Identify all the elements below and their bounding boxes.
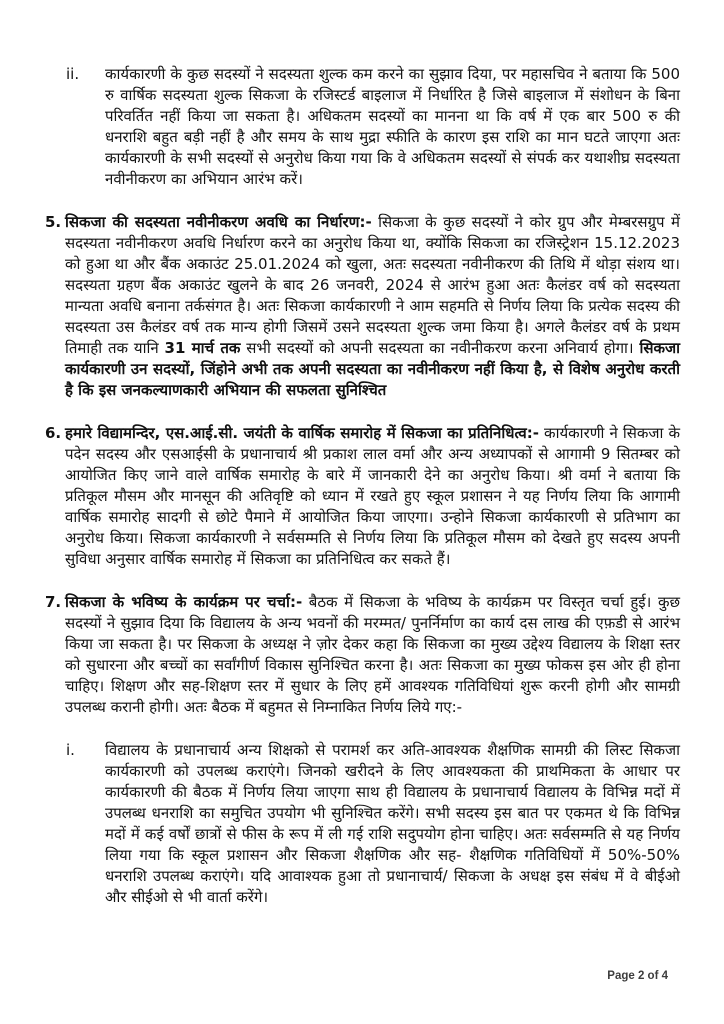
list-item-i — [45, 740, 680, 908]
list-item-text: सिकजा के भविष्य के कार्यक्रम पर चर्चा:- बैठक में सिकजा के भविष्य के कार्यक्रम पर विस्तृत चर्चा हुई। कुछ सदस्यों ने सुझाव दिया कि विद्यालय के अन्य भवनों की मरम्मत/ पुनर्निर्माण का कार्य दस लाख की एफ़डी से आरंभ किया जा सकता है। पर सिकजा के अध्यक्ष ने ज़ोर देकर कहा कि सिकजा का मुख्य उद्देश्य विद्यालय के शिक्षा स्तर को सुधारना और बच्चों का सर्वांगीर्ण विकास सुनिश्चित करना है। अतः सिकजा का मुख्य फोकस इस ओर ही होना चाहिए। शिक्षण और सह-शिक्षण स्तर में सुधार के लिए हमें आवश्यक गतिविधियां शुरू करनी होगी और सामग्री उपलब्ध करानी होगी। अतः बैठक में बहुमत से निम्नाकित निर्णय लिये गए:- — [65, 593, 681, 716]
list-item-text: हमारे विद्यामन्दिर, एस.आई.सी. जयंती के वार्षिक समारोह में सिकजा का प्रतिनिधित्व:- कार्यकारणी ने सिकजा के पदेन सदस्य और एसआईसी के प्रधानाचार्य श्री प्रकाश लाल वर्मा और अन्य अध्यापकों से आगामी 9 सितम्बर को आयोजित किए जाने वाले वार्षिक समारोह के बारे में जानकारी देने का अनुरोध किया। श्री वर्मा ने बताया कि प्रतिकूल मौसम और मानसून की अतिवृष्टि को ध्यान में रखते हुए स्कूल प्रशासन ने यह निर्णय लिया कि आगामी वार्षिक समारोह सादगी से छोटे पैमाने में आयोजित किया जाएगा। उन्होने सिकजा कार्यकारणी से प्रतिभाग का अनुरोध किया। सिकजा कार्यकारणी ने सर्वसम्मति से निर्णय लिया कि प्रतिकूल मौसम को देखते हुए सदस्य अपनी सुविधा अनुसार वार्षिक समारोह में सिकजा का प्रतिनिधित्व कर सकते हैं। — [65, 424, 681, 568]
list-item-marker: ii. — [66, 65, 80, 83]
page-number: Page 2 of 4 — [607, 970, 668, 982]
list-item-ii — [45, 64, 680, 190]
list-item-text: कार्यकारणी के कुछ सदस्यों ने सदस्यता शुल्क कम करने का सुझाव दिया, पर महासचिव ने बताया कि 500 रु वार्षिक सदस्यता शुल्क सिकजा के रजिस्टर्ड बाइलाज में निर्धारित है जिसे बाइलाज में संशोधन के बिना परिवर्तित नहीं किया जा सकता है। अधिकतम सदस्यों का मानना था कि वर्ष में एक बार 500 रु की धनराशि बहुत बड़ी नहीं है और समय के साथ मुद्रा स्फीति के कारण इस राशि का मान घटते जाएगा अतः कार्यकारणी के सभी सदस्यों से अनुरोध किया गया कि वे अधिकतम सदस्यों से संपर्क कर यथाशीघ्र सदस्यता नवीनीकरण का अभियान आरंभ करें। — [105, 65, 680, 188]
list-item-6 — [45, 423, 680, 570]
list-item-marker: 7. — [45, 593, 62, 611]
list-item-marker: 5. — [45, 213, 62, 231]
list-item-text: विद्यालय के प्रधानाचार्य अन्य शिक्षको से परामर्श कर अति-आवश्यक शैक्षणिक सामग्री की लिस्ट सिकजा कार्यकारणी को उपलब्ध कराएंगे। जिनको खरीदने के लिए आवश्यकता की प्राथमिकता के आधार पर कार्यकारणी की बैठक में निर्णय लिया जाएगा साथ ही विद्यालय के प्रधानाचार्य विद्यालय के विभिन्न मदों में उपलब्ध धनराशि का समुचित उपयोग भी सुनिश्चित करेंगे। सभी सदस्य इस बात पर एकमत थे कि विभिन्न मदों में कई वर्षों छात्रों से फीस के रूप में ली गई राशि सदुपयोग होना चाहिए। अतः सर्वसम्मति से यह निर्णय लिया गया कि स्कूल प्रशासन और सिकजा शैक्षणिक और सह- शैक्षणिक गतिविधियों में 50%-50% धनराशि उपलब्ध कराएंगे। यदि आवाश्यक हुआ तो प्रधानाचार्य/ सिकजा के अधक्ष इस संबंध में वे बीईओ और सीईओ से भी वार्ता करेंगे। — [105, 741, 680, 906]
list-item-marker: 6. — [45, 424, 62, 442]
list-item-text: सिकजा की सदस्यता नवीनीकरण अवधि का निर्धारण:- सिकजा के कुछ सदस्यों ने कोर ग्रुप और मेम्बरसग्रुप में सदस्यता नवीनीकरण अवधि निर्धारण करने का अनुरोध किया था, क्योंकि सिकजा का रजिस्ट्रेशन 15.12.2023 को हुआ था और बैंक अकाउंट 25.01.2024 को खुला, अतः सदस्यता नवीनीकरण की तिथि में थोड़ा संशय था। सदस्यता ग्रहण बैंक अकाउंट खुलने के बाद 26 जनवरी, 2024 से आरंभ हुआ अतः कैलंडर वर्ष को सदस्यता मान्यता अवधि बनाना तर्कसंगत है। अतः सिकजा कार्यकारणी ने आम सहमति से निर्णय लिया कि प्रत्येक सदस्य की सदस्यता उस कैलंडर वर्ष तक मान्य होगी जिसमें उसने सदस्यता शुल्क जमा किया है। अगले कैलंडर वर्ष के प्रथम तिमाही तक यानि 31 मार्च तक सभी सदस्यों को अपनी सदस्यता का नवीनीकरण करना अनिवार्य होगा। सिकजा कार्यकारणी उन सदस्यों, जिंहोने अभी तक अपनी सदस्यता का नवीनीकरण नहीं किया है, से विशेष अनुरोध करती है कि इस जनकल्याणकारी अभियान की सफलता सुनिश्चित — [65, 213, 680, 399]
list-item-marker: i. — [66, 741, 75, 759]
list-item-7 — [45, 592, 680, 718]
list-item-5 — [45, 212, 680, 401]
